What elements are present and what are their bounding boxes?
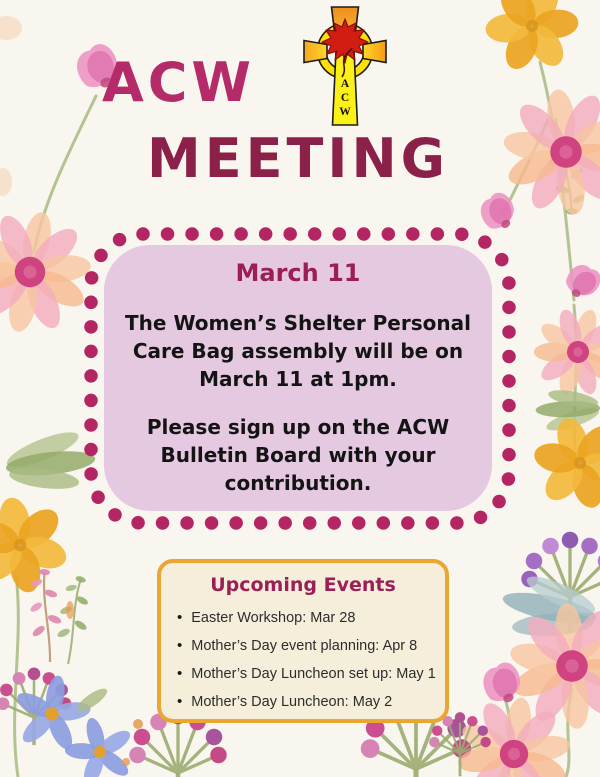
flower-yellow <box>469 0 594 88</box>
event-item: • Mother’s Day event planning: Apr 8 <box>177 632 439 660</box>
cross-right-arm <box>363 41 386 63</box>
meeting-signup-line: Please sign up on the ACW <box>146 415 450 439</box>
logo-letter-c: C <box>340 92 350 104</box>
cross-left-arm <box>304 41 327 63</box>
upcoming-events-heading: Upcoming Events <box>210 574 396 596</box>
meeting-date-heading: March 11 <box>235 259 361 287</box>
meeting-description-line: Care Bag assembly will be on <box>132 339 464 363</box>
meeting-description-line: The Women’s Shelter Personal <box>125 311 471 335</box>
meeting-card <box>104 245 492 511</box>
acw-cross-logo-icon <box>301 5 389 127</box>
page-title-meeting: MEETING <box>147 127 449 190</box>
event-item: • Easter Workshop: Mar 28 <box>177 604 439 632</box>
logo-letter-a: A <box>340 78 350 90</box>
meeting-description-line: March 11 at 1pm. <box>199 367 397 391</box>
meeting-signup-note <box>104 413 492 497</box>
page-title-acw: ACW <box>102 51 255 114</box>
events-list <box>161 604 445 716</box>
upcoming-events-box <box>157 559 449 723</box>
logo-letter-w: W <box>339 106 351 118</box>
meeting-signup-line: contribution. <box>224 471 372 495</box>
flower-poppy <box>561 260 600 304</box>
event-item: • Mother’s Day Luncheon set up: May 1 <box>177 660 439 688</box>
meeting-signup-line: Bulletin Board with your <box>160 443 436 467</box>
event-item: • Mother’s Day Luncheon: May 2 <box>177 688 439 716</box>
meeting-description <box>104 309 492 393</box>
